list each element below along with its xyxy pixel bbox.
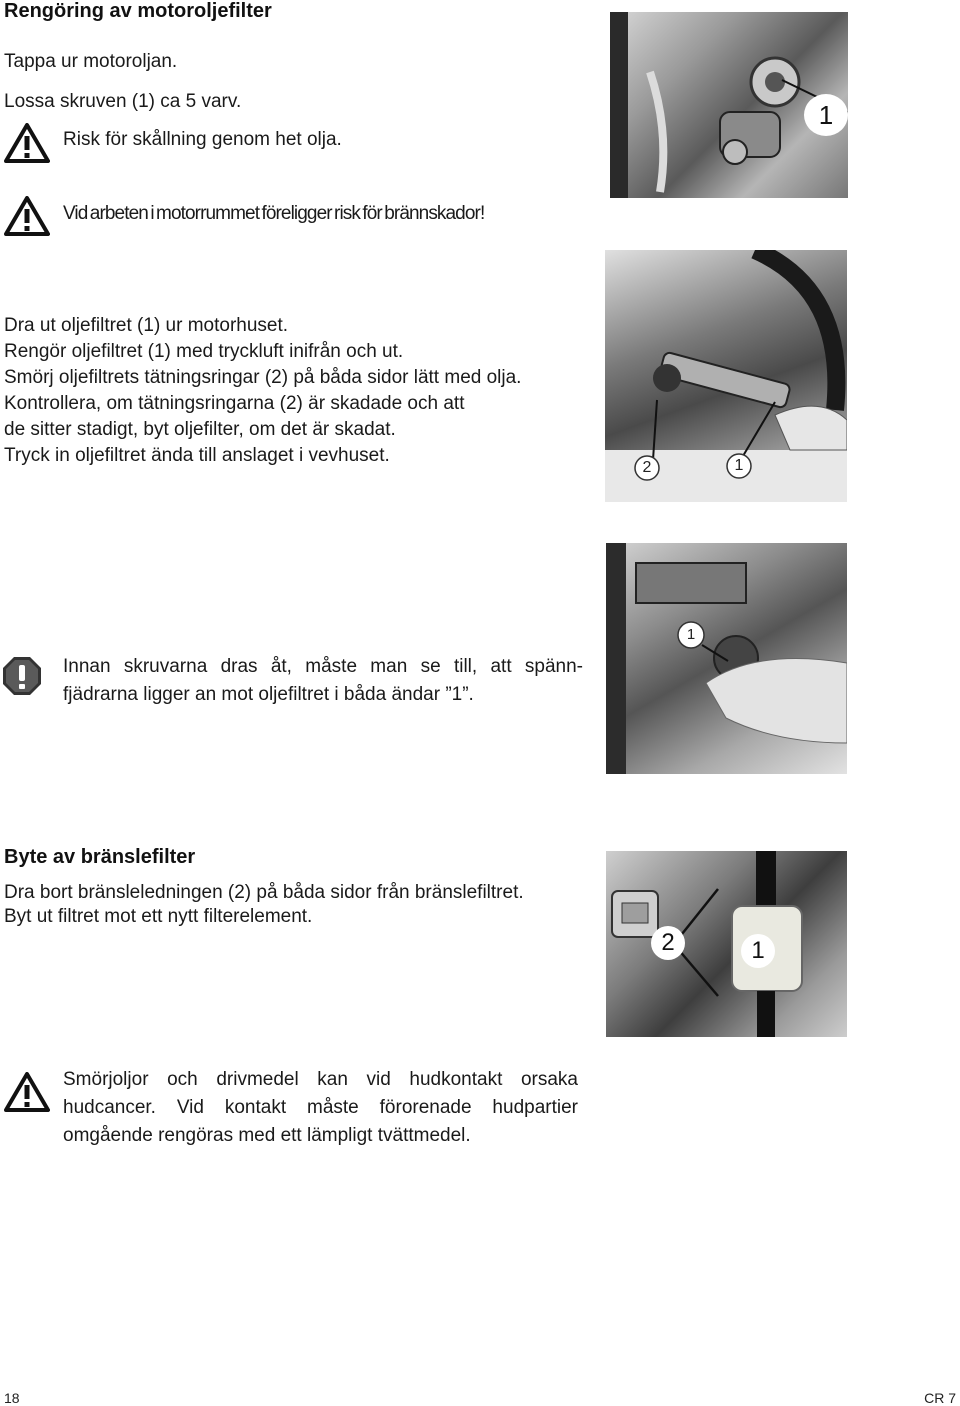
notice-exclamation-icon	[2, 656, 42, 696]
warning-burns: Vid arbeten i motorrummet föreligger risk för brännskador!	[63, 203, 485, 224]
fuel-instruction-line: Byt ut filtret mot ett nytt filterelement.	[4, 906, 313, 927]
warning-skin-contact: Smörjoljor och drivmedel kan vid hudkontakt orsaka hudcancer. Vid kontakt måste förorenade hudpartier omgående rengöras med ett lämpligt tvättmedel.	[63, 1069, 578, 1146]
instruction-line: Dra ut oljefiltret (1) ur motorhuset.	[4, 315, 289, 336]
warning-triangle-icon	[4, 1072, 50, 1112]
instruction-line: Smörj oljefiltrets tätningsringar (2) på båda sidor lätt med olja.	[4, 367, 522, 388]
callout-label-2: 2	[642, 459, 652, 476]
photo-oil-filter-removal	[605, 250, 847, 502]
step-drain-oil: Tappa ur motoroljan.	[4, 51, 178, 72]
photo-spring-check	[606, 543, 847, 774]
photo-fuel-filter	[606, 851, 847, 1037]
callout-label-1: 1	[751, 937, 765, 964]
instruction-line: de sitter stadigt, byt oljefilter, om det är skadat.	[4, 419, 396, 440]
section-title-oil-filter: Rengöring av motoroljefilter	[4, 0, 272, 22]
warning-triangle-icon	[4, 123, 50, 163]
step-loosen-screw: Lossa skruven (1) ca 5 varv.	[4, 91, 242, 112]
instruction-line: Tryck in oljefiltret ända till anslaget i vevhuset.	[4, 445, 390, 466]
warning-scalding: Risk för skållning genom het olja.	[63, 129, 342, 150]
instruction-line: Rengör oljefiltret (1) med tryckluft inifrån och ut.	[4, 341, 404, 362]
callout-label-1: 1	[804, 94, 848, 136]
note-spring-alignment: Innan skruvarna dras åt, måste man se till, att spänn-fjädrarna ligger an mot oljefiltret i båda ändar ”1”.	[63, 656, 583, 705]
callout-label-1: 1	[734, 457, 744, 474]
photo-oil-filter-screw	[610, 12, 848, 198]
instruction-line: Kontrollera, om tätningsringarna (2) är skadade och att	[4, 393, 465, 414]
document-code: CR 7	[924, 1390, 956, 1406]
callout-label-2: 2	[661, 929, 675, 956]
warning-triangle-icon	[4, 196, 50, 236]
callout-label-1: 1	[686, 626, 696, 643]
page-number: 18	[4, 1390, 20, 1406]
fuel-instruction-line: Dra bort bränsleledningen (2) på båda sidor från bränslefiltret.	[4, 882, 524, 903]
section-title-fuel-filter: Byte av bränslefilter	[4, 846, 196, 868]
